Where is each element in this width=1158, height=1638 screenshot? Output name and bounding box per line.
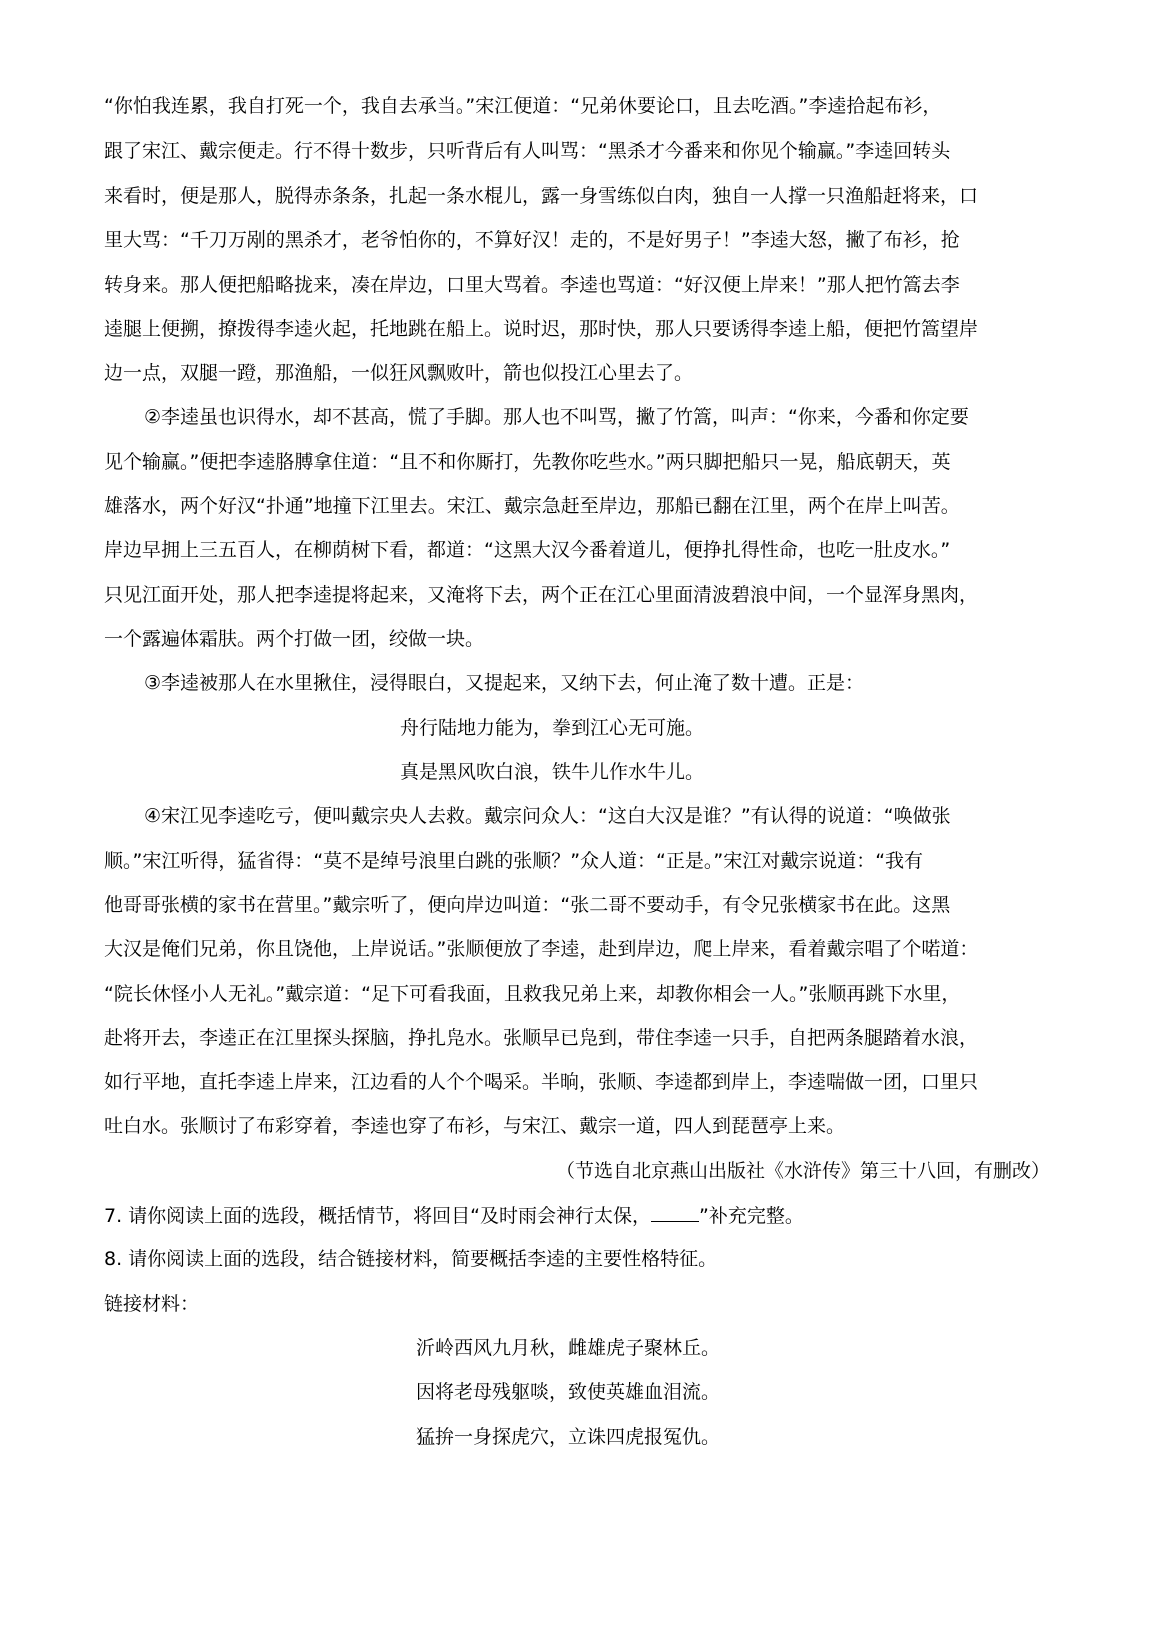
poem-line: 沂岭西风九月秋，雌雄虎子聚林丘。 [416,1337,721,1359]
poem-line: 猛拚一身探虎穴，立诛四虎报冤仇。 [416,1426,721,1448]
passage-line: 赴将开去，李逵正在江里探头探脑，挣扎凫水。张顺早已凫到，带住李逵一只手，自把两条腿踏着水浪， [104,1027,979,1049]
passage-line: 来看时，便是那人，脱得赤条条，扎起一条水棍儿，露一身雪练似白肉，独自一人撑一只渔船赶将来，口 [104,185,979,207]
verse-line: 舟行陆地力能为，拳到江心无可施。 [400,717,705,739]
source-citation: （节选自北京燕山出版社《水浒传》第三十八回，有删改） [555,1160,1050,1182]
passage-line: 逵腿上便搠，撩拨得李逵火起，托地跳在船上。说时迟，那时快，那人只要诱得李逵上船，便把竹篙望岸 [104,318,979,340]
passage-line: 如行平地，直托李逵上岸来，江边看的人个个喝采。半晌，张顺、李逵都到岸上，李逵喘做一团，口里只 [104,1071,979,1093]
passage-line: 只见江面开处，那人把李逵提将起来，又淹将下去，两个正在江心里面清波碧浪中间，一个显浑身黑肉， [104,584,979,606]
link-material-label: 链接材料： [104,1293,200,1315]
passage-line: 雄落水，两个好汉“扑通”地撞下江里去。宋江、戴宗急赶至岸边，那船已翻在江里，两个在岸上叫苦。 [104,495,960,517]
verse-line: 真是黑风吹白浪，铁牛儿作水牛儿。 [400,761,705,783]
poem-line: 因将老母残躯啖，致使英雄血泪流。 [416,1381,721,1403]
question-7-text: 7. 请你阅读上面的选段，概括情节，将回目“及时雨会神行太保， [104,1205,652,1227]
passage-line: 跟了宋江、戴宗便走。行不得十数步，只听背后有人叫骂：“黑杀才今番来和你见个输赢。”李逵回转头 [104,140,951,162]
passage-line: 边一点，双腿一蹬，那渔船，一似狂风飘败叶，箭也似投江心里去了。 [104,362,694,384]
passage-line: ②李逵虽也识得水，却不甚高，慌了手脚。那人也不叫骂，撇了竹篙，叫声：“你来，今番和你定要 [144,406,969,428]
answer-blank [651,1203,699,1222]
passage-line: ④宋江见李逵吃亏，便叫戴宗央人去救。戴宗问众人：“这白大汉是谁？”有认得的说道：“唤做张 [144,805,951,827]
passage-line: 他哥哥张横的家书在营里。”戴宗听了，便向岸边叫道：“张二哥不要动手，有令兄张横家书在此。这黑 [104,894,951,916]
question-8: 8. 请你阅读上面的选段，结合链接材料，简要概括李逵的主要性格特征。 [104,1248,718,1270]
question-7-tail: ”补充完整。 [699,1205,804,1227]
passage-line: 岸边早拥上三五百人，在柳荫树下看，都道：“这黑大汉今番着道儿，便挣扎得性命，也吃一肚皮水。” [104,539,951,561]
passage-line: 大汉是俺们兄弟，你且饶他，上岸说话。”张顺便放了李逵，赴到岸边，爬上岸来，看着戴宗唱了个喏道： [104,938,979,960]
passage-line: 吐白水。张顺讨了布彩穿着，李逵也穿了布衫，与宋江、戴宗一道，四人到琵琶亭上来。 [104,1115,846,1137]
passage-line: 顺。”宋江听得，猛省得：“莫不是绰号浪里白跳的张顺？”众人道：“正是。”宋江对戴宗说道：“我有 [104,850,924,872]
passage-line: 里大骂：“千刀万剐的黑杀才，老爷怕你的，不算好汉！走的，不是好男子！”李逵大怒，撇了布衫，抢 [104,229,960,251]
passage-line: 转身来。那人便把船略拢来，凑在岸边，口里大骂着。李逵也骂道：“好汉便上岸来！”那人把竹篙去李 [104,274,960,296]
passage-line: ③李逵被那人在水里揪住，浸得眼白，又提起来，又纳下去，何止淹了数十遭。正是： [144,672,865,694]
passage-line: 一个露遍体霜肤。两个打做一团，绞做一块。 [104,628,485,650]
passage-line: “院长休怪小人无礼。”戴宗道：“足下可看我面，且救我兄弟上来，却教你相会一人。”张顺再跳下水里， [104,983,961,1005]
question-7 [104,1203,804,1228]
passage-line: 见个输赢。”便把李逵胳膊拿住道：“且不和你厮打，先教你吃些水。”两只脚把船只一晃，船底朝天，英 [104,451,951,473]
passage-line: “你怕我连累，我自打死一个，我自去承当。”宋江便道：“兄弟休要论口，且去吃酒。”李逵拾起布衫， [104,95,942,117]
